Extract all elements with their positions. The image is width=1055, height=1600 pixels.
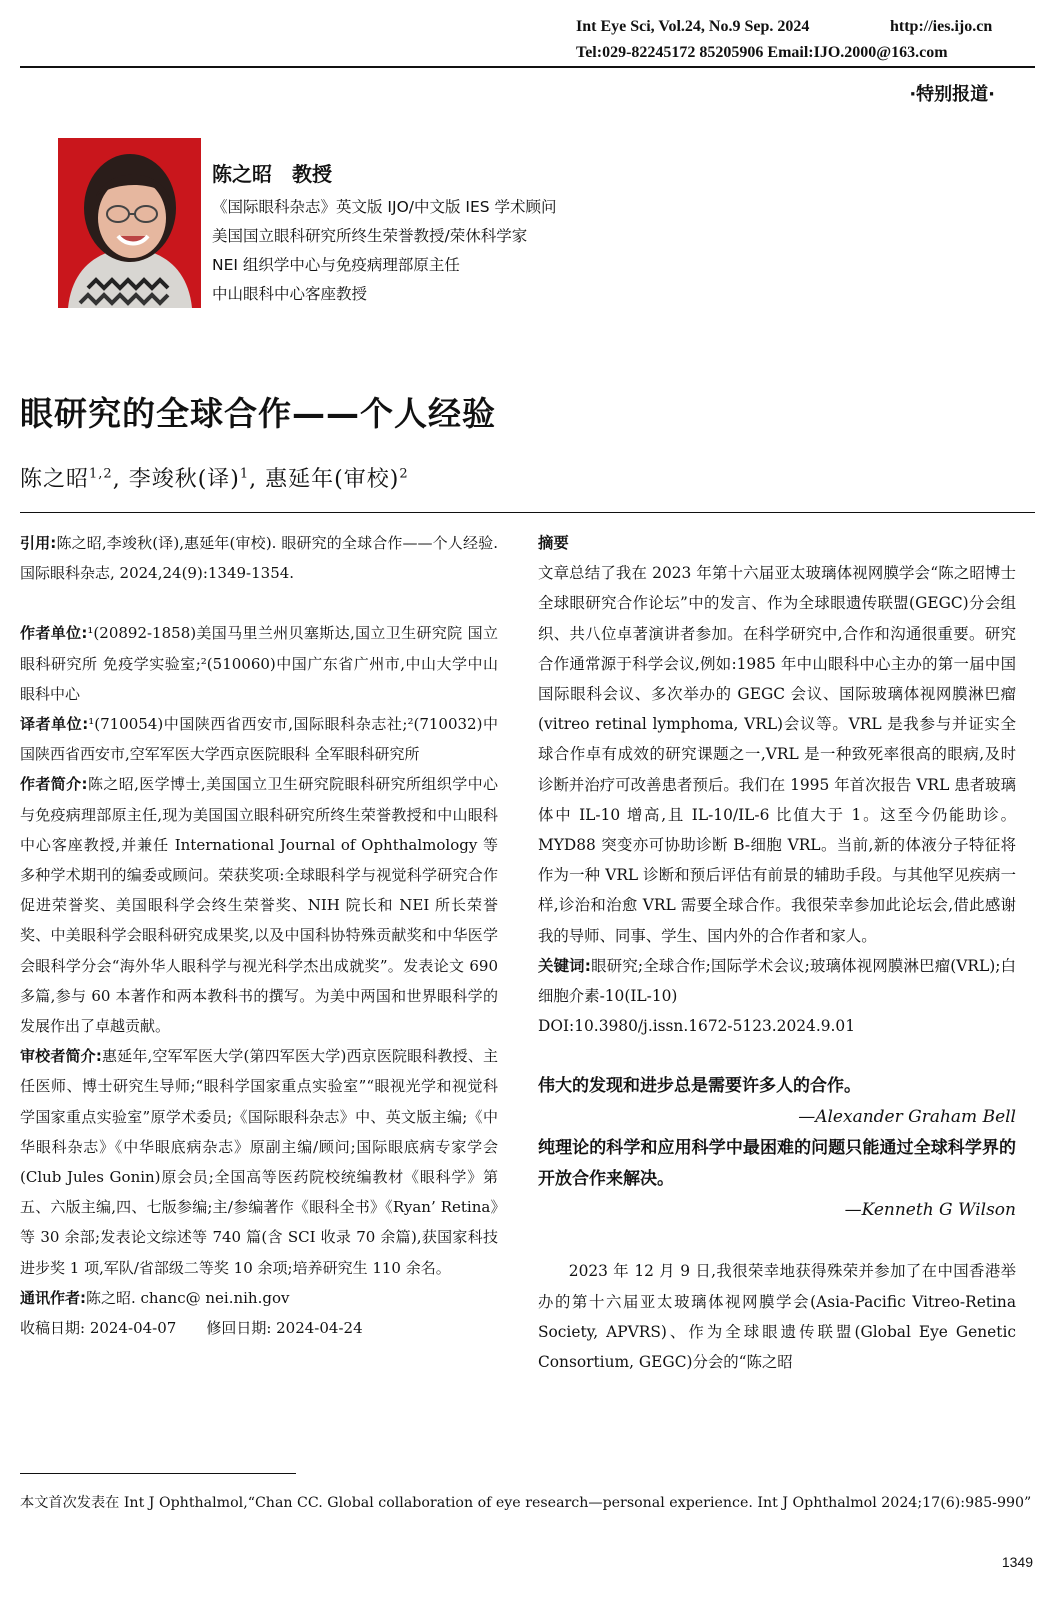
author-affiliation: 2	[399, 466, 409, 482]
right-column	[538, 528, 1016, 1377]
footnote: 本文首次发表在 Int J Ophthalmol,“Chan CC. Global collaboration of eye research—personal experience. Int J Ophthalmol 2024;17(6):985-990”	[20, 1495, 1032, 1511]
article-title: 眼研究的全球合作——个人经验	[20, 394, 496, 433]
translator-units	[20, 709, 498, 769]
author-name: 李竣秋(译)	[128, 467, 240, 492]
title-rule	[20, 512, 1035, 513]
keywords-label: 关键词:	[538, 956, 591, 975]
profile-line: NEI 组织学中心与免疫病理部原主任	[212, 256, 460, 274]
journal-info: Int Eye Sci, Vol.24, No.9 Sep. 2024	[576, 18, 810, 35]
revised-date: 修回日期: 2024-04-24	[206, 1319, 363, 1338]
reviewer-bio-label: 审校者简介:	[20, 1047, 102, 1066]
quote-attribution: —Kenneth G Wilson	[844, 1200, 1016, 1221]
dates	[20, 1313, 498, 1343]
section-label: ·特别报道·	[909, 84, 995, 105]
profile-lines	[212, 193, 557, 309]
correspondence-email: 陈之昭. chanc@ nei.nih.gov	[86, 1288, 290, 1307]
quote: 伟大的发现和进步总是需要许多人的合作。	[538, 1076, 861, 1097]
received-date: 收稿日期: 2024-04-07	[20, 1319, 177, 1338]
journal-url: http://ies.ijo.cn	[890, 18, 993, 35]
profile-name: 陈之昭 教授	[212, 162, 332, 186]
abstract-heading: 摘要	[538, 534, 569, 552]
author-bio	[20, 769, 498, 1041]
author-photo	[58, 138, 201, 308]
left-column	[20, 528, 498, 1343]
author-name: 惠延年(审校)	[265, 467, 400, 492]
author-affiliation: 1,2	[89, 466, 113, 482]
author-name: 陈之昭	[20, 467, 90, 492]
author-units	[20, 618, 498, 709]
abstract-text: 文章总结了我在 2023 年第十六届亚太玻璃体视网膜学会“陈之昭博士全球眼研究合作论坛”中的发言、作为全球眼遗传联盟(GEGC)分会组织、共八位卓著演讲者参加。在科学研究中,合作和沟通很重要。研究合作通常源于科学会议,例如:1985 年中山眼科中心主办的第一届中国国际眼科会议、多次举办的 GEGC 会议、国际玻璃体视网膜淋巴瘤(vitreo retinal lymphoma, VRL)会议等。VRL 是我参与并证实全球合作卓有成效的研究课题之一,VRL 是一种致死率很高的眼病,及时诊断并治疗可改善患者预后。我们在 1995 年首次报告 VRL 患者玻璃体中 IL-10 增高,且 IL-10/IL-6 比值大于 1。这至今仍能助诊。MYD88 突变亦可协助诊断 B-细胞 VRL。当前,新的体液分子特征将作为一种 VRL 诊断和预后评估有前景的辅助手段。与其他罕见疾病一样,诊治和治愈 VRL 需要全球合作。我很荣幸参加此论坛会,借此感谢我的导师、同事、学生、国内外的合作者和家人。	[538, 564, 1016, 945]
translator-units-text: ¹(710054)中国陕西省西安市,国际眼科杂志社;²(710032)中国陕西省西安市,空军军医大学西京医院眼科 全军眼科研究所	[20, 715, 499, 764]
contact-info: Tel:029-82245172 85205906 Email:IJO.2000@163.com	[576, 44, 948, 61]
author-affiliation: 1	[239, 466, 250, 482]
page-number: 1349	[1001, 1554, 1033, 1570]
citation	[20, 528, 498, 588]
author-bio-text: 陈之昭,医学博士,美国国立卫生研究院眼科研究所组织学中心与免疫病理部原主任,现为美国国立眼科研究所终生荣誉教授和中山眼科中心客座教授,并兼任 International Journal of Ophthalmology 等多种学术期刊的编委或顾问。荣获奖项:全球眼科学与视觉科学研究合作促进荣誉奖、美国眼科学会终生荣誉奖、NIH 院长和 NEI 所长荣誉奖、中美眼科学会眼科研究成果奖,以及中国科协特殊贡献奖和中华医学会眼科学分会“海外华人眼科学与视光科学杰出成就奖”。发表论文 690 多篇,参与 60 本著作和两本教科书的撰写。为美中两国和世界眼科学的发展作出了卓越贡献。	[20, 775, 498, 1036]
author-list	[20, 462, 409, 493]
author-bio-label: 作者简介:	[20, 775, 88, 794]
doi: DOI:10.3980/j.issn.1672-5123.2024.9.01	[538, 1017, 855, 1036]
quote-attribution: —Alexander Graham Bell	[798, 1107, 1016, 1128]
translator-units-label: 译者单位:	[20, 715, 89, 734]
quote: 纯理论的科学和应用科学中最困难的问题只能通过全球科学界的开放合作来解决。	[538, 1138, 1016, 1190]
author-separator: ,	[249, 467, 258, 492]
author-units-label: 作者单位:	[20, 624, 88, 643]
header-rule	[20, 66, 1035, 68]
correspondence-label: 通讯作者:	[20, 1288, 86, 1307]
correspondence	[20, 1283, 498, 1313]
profile-line: 美国国立眼科研究所终生荣誉教授/荣休科学家	[212, 227, 528, 245]
profile-line: 《国际眼科杂志》英文版 IJO/中文版 IES 学术顾问	[212, 198, 557, 216]
footnote-rule	[20, 1473, 296, 1474]
citation-text: 陈之昭,李竣秋(译),惠延年(审校). 眼研究的全球合作——个人经验. 国际眼科杂志, 2024,24(9):1349-1354.	[20, 534, 498, 583]
keywords	[538, 951, 1016, 1011]
keywords-text: 眼研究;全球合作;国际学术会议;玻璃体视网膜淋巴瘤(VRL);白细胞介素-10(IL-10)	[538, 956, 1016, 1006]
author-units-text: ¹(20892-1858)美国马里兰州贝塞斯达,国立卫生研究院 国立眼科研究所 免疫学实验室;²(510060)中国广东省广州市,中山大学中山眼科中心	[20, 624, 498, 703]
author-separator: ,	[112, 467, 121, 492]
profile-line: 中山眼科中心客座教授	[212, 285, 368, 303]
citation-label: 引用:	[20, 534, 57, 552]
reviewer-bio	[20, 1041, 498, 1283]
reviewer-bio-text: 惠延年,空军军医大学(第四军医大学)西京医院眼科教授、主任医师、博士研究生导师;“眼科学国家重点实验室”“眼视光学和视觉科学国家重点实验室”原学术委员;《国际眼科杂志》中、英文版主编;《中华眼科杂志》《中华眼底病杂志》原副主编/顾问;国际眼底病专家学会(Club Jules Gonin)原会员;全国高等医药院校统编教材《眼科学》第五、六版主编,四、七版参编;主/参编著作《眼科全书》《Ryan’ Retina》等 30 余部;发表论文综述等 740 篇(含 SCI 收录 70 余篇),获国家科技进步奖 1 项,军队/省部级二等奖 10 余项;培养研究生 110 余名。	[20, 1047, 498, 1277]
body-paragraph: 2023 年 12 月 9 日,我很荣幸地获得殊荣并参加了在中国香港举办的第十六届亚太玻璃体视网膜学会(Asia-Pacific Vitreo-Retina Society, APVRS)、作为全球眼遗传联盟(Global Eye Genetic Consortium, GEGC)分会的“陈之昭	[538, 1262, 1016, 1372]
